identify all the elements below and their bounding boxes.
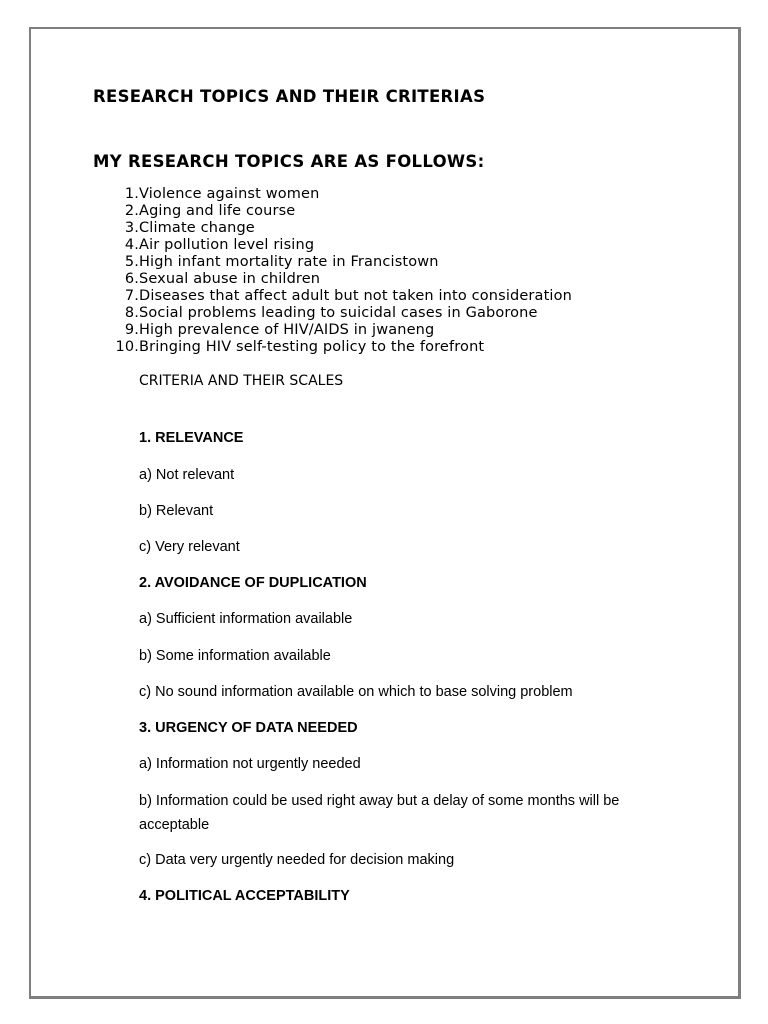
list-item-text: High prevalence of HIV/AIDS in jwaneng — [139, 322, 435, 338]
list-item-number: 4. — [124, 237, 139, 253]
list-item-text: Violence against women — [139, 186, 320, 202]
list-item-text: Sexual abuse in children — [139, 271, 321, 287]
topics-list — [112, 186, 572, 356]
criterion-heading-urgency: 3. URGENCY OF DATA NEEDED — [139, 720, 358, 736]
list-item-text: Air pollution level rising — [139, 237, 315, 253]
criterion-heading-political: 4. POLITICAL ACCEPTABILITY — [139, 888, 350, 904]
criterion-heading-duplication: 2. AVOIDANCE OF DUPLICATION — [139, 575, 367, 591]
list-item — [112, 203, 572, 220]
list-item-number: 3. — [124, 220, 139, 236]
list-item — [112, 186, 572, 203]
list-item-number: 8. — [124, 305, 139, 321]
criterion-option: b) Some information available — [139, 648, 331, 664]
criterion-option-continuation: acceptable — [139, 817, 210, 833]
list-item-text: Climate change — [139, 220, 255, 236]
criterion-option: c) Very relevant — [139, 539, 240, 555]
list-item — [112, 271, 572, 288]
list-item — [112, 237, 572, 254]
criterion-heading-relevance: 1. RELEVANCE — [139, 430, 244, 446]
list-item-text: High infant mortality rate in Francistown — [139, 254, 439, 270]
list-item — [112, 322, 572, 339]
list-item-number: 5. — [124, 254, 139, 270]
list-item-number: 2. — [124, 203, 139, 219]
list-item — [112, 220, 572, 237]
criterion-option: b) Information could be used right away but a delay of some months will be — [139, 793, 620, 809]
list-item-text: Social problems leading to suicidal cases in Gaborone — [139, 305, 538, 321]
criteria-heading: CRITERIA AND THEIR SCALES — [139, 373, 344, 389]
list-item-number: 7. — [124, 288, 139, 304]
topics-heading: MY RESEARCH TOPICS ARE AS FOLLOWS: — [93, 152, 485, 171]
list-item — [112, 305, 572, 322]
list-item — [112, 254, 572, 271]
criterion-option: c) Data very urgently needed for decision making — [139, 852, 455, 868]
list-item — [112, 339, 572, 356]
list-item — [112, 288, 572, 305]
list-item-text: Bringing HIV self-testing policy to the forefront — [139, 339, 485, 355]
list-item-number: 1. — [124, 186, 139, 202]
list-item-text: Aging and life course — [139, 203, 296, 219]
document-title: RESEARCH TOPICS AND THEIR CRITERIAS — [93, 87, 486, 106]
criterion-option: b) Relevant — [139, 503, 214, 519]
list-item-number: 9. — [124, 322, 139, 338]
list-item-number: 6. — [124, 271, 139, 287]
criterion-option: c) No sound information available on which to base solving problem — [139, 684, 573, 700]
list-item-number: 10. — [115, 339, 139, 355]
criterion-option: a) Not relevant — [139, 467, 235, 483]
criterion-option: a) Sufficient information available — [139, 611, 353, 627]
criterion-option: a) Information not urgently needed — [139, 756, 361, 772]
list-item-text: Diseases that affect adult but not taken into consideration — [139, 288, 572, 304]
